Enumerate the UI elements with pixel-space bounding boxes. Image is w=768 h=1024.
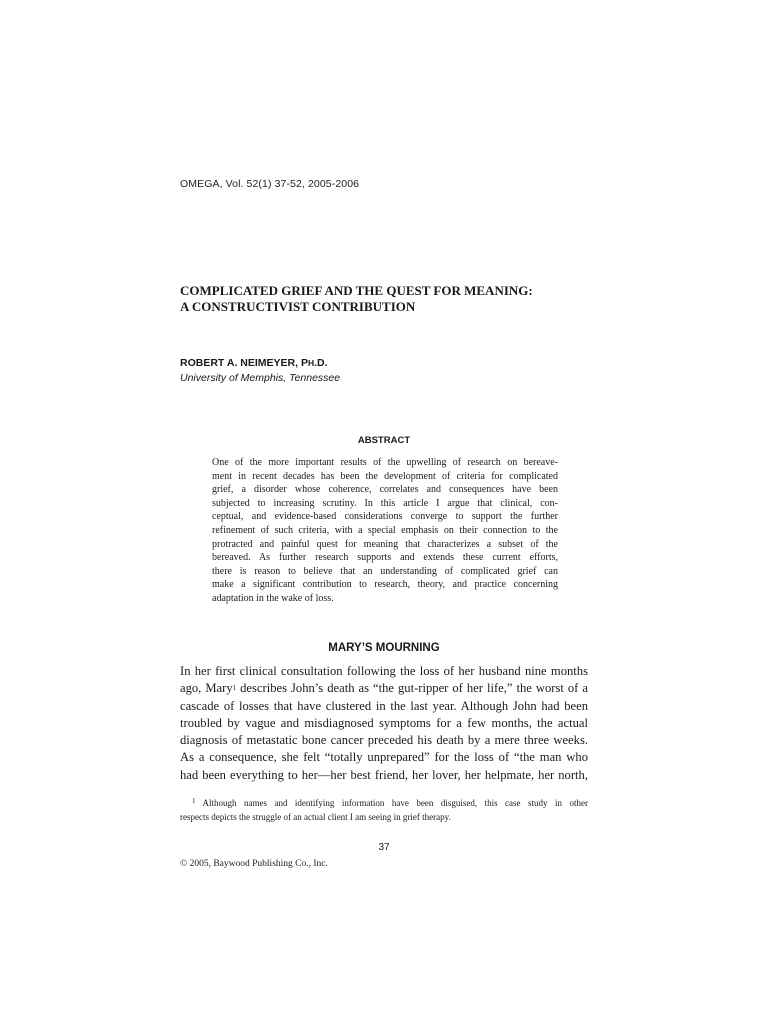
body-line: cascade of losses that have clustered in the last year. Although John had been [180,698,588,713]
footnote-text: Although names and identifying information have been disguised, this case study in other [195,798,588,808]
footnote-number: 1 [192,797,196,806]
footnote [180,796,588,824]
abstract-line: refinement of such criteria, with a special emphasis on their connection to the [212,524,558,536]
footnote-line [180,796,588,810]
author-affiliation: University of Memphis, Tennessee [180,372,341,384]
abstract-line: ceptual, and evidence-based considerations converge to support the further [212,511,558,523]
abstract-line: adaptation in the wake of loss. [212,592,334,604]
body-line: troubled by vague and misdiagnosed symptoms for a few months, the actual [180,715,588,730]
body-text-fragment: describes John’s death as “the gut-ripper of her life,” the worst of a [236,681,588,696]
abstract-line: there is reason to believe that an understanding of complicated grief can [212,565,558,577]
abstract-line: protracted and painful quest for meaning that characterizes a subset of the [212,538,558,550]
abstract-line: make a significant contribution to research, theory, and practice concerning [212,579,558,591]
copyright-notice: © 2005, Baywood Publishing Co., Inc. [180,859,328,869]
abstract-line: ment in recent decades has been the development of criteria for complicated [212,470,558,482]
article-title-line: COMPLICATED GRIEF AND THE QUEST FOR MEANING: [180,283,533,298]
abstract-line: grief, a disorder whose coherence, correlates and consequences have been [212,484,558,496]
body-line [180,680,588,697]
article-title-line: A CONSTRUCTIVIST CONTRIBUTION [180,299,416,314]
body-line: In her first clinical consultation following the loss of her husband nine months [180,664,588,678]
author-degree-smallcap: H [307,358,315,368]
body-paragraph [180,663,588,784]
section-heading: MARY’S MOURNING [328,642,440,654]
abstract-heading: ABSTRACT [357,435,411,446]
abstract-line: One of the more important results of the upwelling of research on bereave- [212,457,558,468]
footnote-marker: 1 [232,683,237,692]
body-line: As a consequence, she felt “totally unprepared” for the loss of “the man who [180,750,588,765]
body-line: had been everything to her—her best friend, her lover, her helpmate, her north, [180,767,588,782]
page-number: 37 [378,842,390,853]
article-title [180,283,600,315]
body-line: diagnosis of metastatic bone cancer preceded his death by a mere three weeks. [180,733,588,748]
journal-reference: OMEGA, Vol. 52(1) 37-52, 2005-2006 [180,178,360,190]
body-text-fragment: ago, Mary [180,681,233,696]
author-name-main: ROBERT A. NEIMEYER, P [180,357,308,369]
author-name [180,357,328,369]
author-degree-tail: .D. [314,357,328,369]
abstract-line: bereaved. As further research supports and extends these current efforts, [212,552,558,564]
abstract-line: subjected to increasing scrutiny. In this article I argue that clinical, con- [212,497,558,509]
footnote-line: respects depicts the struggle of an actual client I am seeing in grief therapy. [180,812,451,822]
abstract-body [212,456,558,606]
